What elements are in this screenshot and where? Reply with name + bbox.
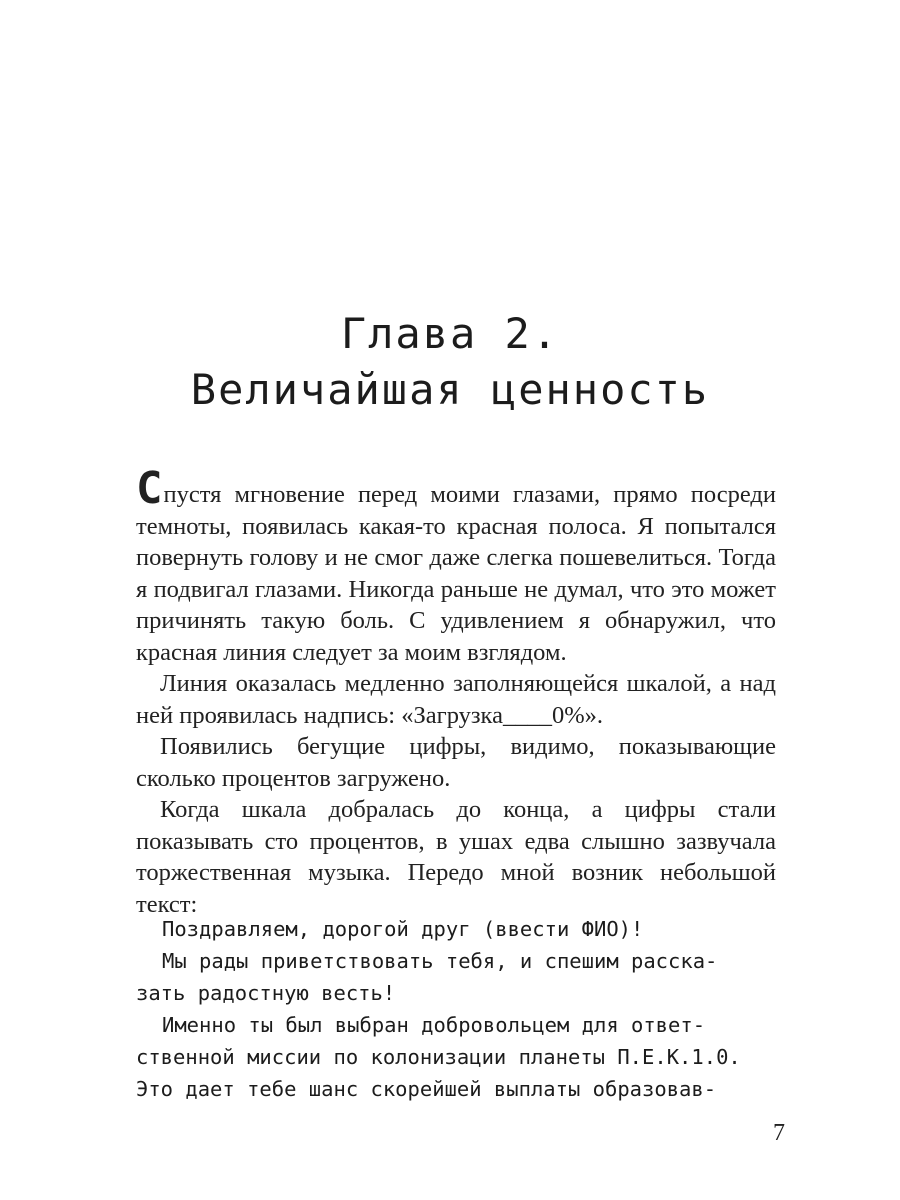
message-line: ственной миссии по колонизации планеты П.Е.К.1.0. bbox=[136, 1045, 741, 1069]
page-number: 7 bbox=[773, 1120, 785, 1146]
message-line: Это дает тебе шанс скорейшей выплаты образовав- bbox=[136, 1077, 717, 1101]
system-message bbox=[136, 913, 781, 1105]
message-line: зать радостную весть! bbox=[136, 981, 396, 1005]
message-line: Именно ты был выбран добровольцем для ответ- bbox=[162, 1013, 706, 1037]
message-line: Мы рады приветствовать тебя, и спешим расска- bbox=[162, 949, 718, 973]
chapter-heading bbox=[0, 306, 900, 418]
paragraph-4: Когда шкала добралась до конца, а цифры стали показывать сто процентов, в ушах едва слышно зазвучала торжественная музыка. Передо мной возник небольшой текст: bbox=[136, 796, 776, 918]
paragraph-1-text: пустя мгновение перед моими глазами, прямо посреди темноты, появилась какая-то красная полоса. Я попытался повернуть голову и не смог даже слегка пошевелиться. Тогда я подвигал глазами. Никогда раньше не думал, что это может причинять такую боль. С удивлением я обнаружил, что красная линия следует за моим взглядом. bbox=[136, 481, 776, 666]
chapter-title: Величайшая ценность bbox=[190, 365, 710, 414]
message-line: Поздравляем, дорогой друг (ввести ФИО)! bbox=[162, 917, 644, 941]
chapter-number: Глава 2. bbox=[340, 309, 560, 358]
body-text bbox=[136, 463, 776, 920]
paragraph-2: Линия оказалась медленно заполняющейся шкалой, а над ней проявилась надпись: «Загрузка____0%». bbox=[136, 670, 776, 729]
paragraph-3: Появились бегущие цифры, видимо, показывающие сколько процентов загружено. bbox=[136, 733, 776, 792]
paragraph-1 bbox=[136, 463, 776, 668]
drop-cap: С bbox=[136, 463, 163, 514]
